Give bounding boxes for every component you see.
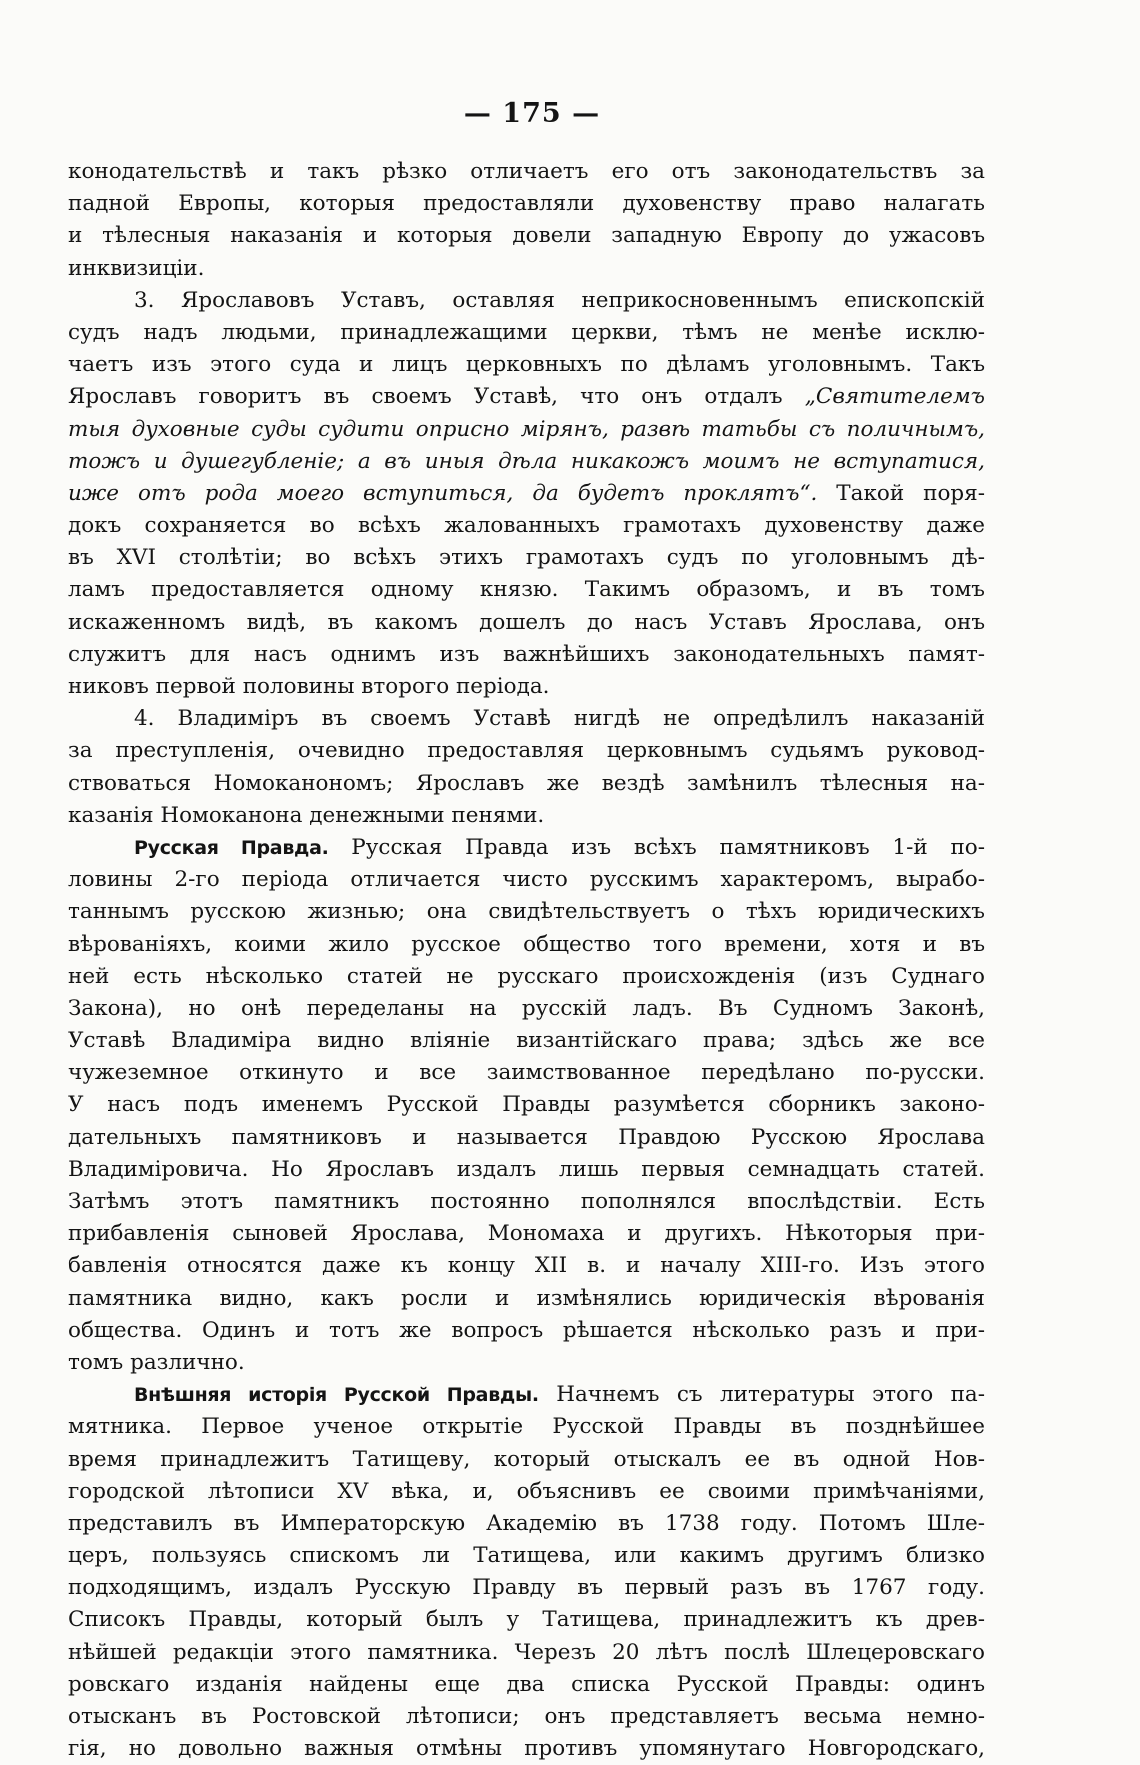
line-text: никовъ первой половины второго періода.	[68, 674, 550, 699]
text-line	[68, 1411, 985, 1443]
text-line	[68, 574, 985, 606]
text-line	[68, 1444, 985, 1476]
section-heading: Русская Правда.	[134, 836, 329, 859]
text-line	[68, 1733, 985, 1765]
line-text: ловины 2-го періода отличается чисто русскимъ характеромъ, вырабо-	[68, 867, 985, 893]
text-line	[68, 253, 985, 285]
line-text: служитъ для насъ однимъ изъ важнѣйшихъ законодательныхъ памят-	[68, 641, 985, 667]
line-text: прибавленія сыновей Ярослава, Мономаха и другихъ. Нѣкоторыя при-	[68, 1221, 985, 1247]
text-line	[68, 1122, 985, 1154]
line-text: ней есть нѣсколько статей не русскаго происхожденія (изъ Суднаго	[68, 963, 985, 989]
line-text: время принадлежитъ Татищеву, который отыскалъ ее въ одной Нов-	[68, 1446, 985, 1472]
text-line	[68, 1540, 985, 1572]
text-line	[68, 478, 985, 510]
text-line	[68, 864, 985, 896]
line-text: отысканъ въ Ростовской лѣтописи; онъ представляетъ весьма немно-	[68, 1704, 985, 1729]
text-line	[68, 188, 985, 220]
line-text: Уставѣ Владиміра видно вліяніе византійскаго права; здѣсь же все	[68, 1028, 985, 1054]
line-text: Затѣмъ этотъ памятникъ постоянно пополнялся впослѣдствіи. Есть	[68, 1189, 985, 1214]
quoted-text: иже отъ рода моего вступиться, да будетъ проклятъ“.	[68, 480, 818, 506]
line-text: подходящимъ, издалъ Русскую Правду въ первый разъ въ 1767 году.	[68, 1575, 985, 1601]
line-text: общества. Одинъ и тотъ же вопросъ рѣшается нѣсколько разъ и при-	[68, 1317, 985, 1343]
text-line	[68, 735, 985, 767]
line-text: бавленія относятся даже къ концу XII в. и началу XIII-го. Изъ этого	[68, 1253, 985, 1279]
text-line	[68, 929, 985, 961]
line-text: дательныхъ памятниковъ и называется Правдою Русскою Ярослава	[68, 1124, 985, 1150]
line-text: Русская Правда изъ всѣхъ памятниковъ 1-й по-	[328, 834, 985, 860]
line-text: за преступленія, очевидно предоставляя церковнымъ судьямъ руковод-	[68, 738, 985, 764]
text-line	[68, 317, 985, 349]
text-line	[68, 446, 985, 478]
text-line	[68, 993, 985, 1025]
line-text: въ XVI столѣтіи; во всѣхъ этихъ грамотахъ судъ по уголовнымъ дѣ-	[68, 545, 985, 571]
text-line	[68, 1701, 985, 1733]
quoted-text: тыя духовные суды судити оприсно мірянъ, развѣ татьбы съ поличнымъ,	[68, 416, 985, 442]
text-line	[68, 768, 985, 800]
line-text: памятника видно, какъ росли и измѣнялись юридическія вѣрованія	[68, 1285, 985, 1311]
text-line	[68, 1379, 985, 1411]
line-text: Ярославъ говоритъ въ своемъ Уставѣ, что онъ отдалъ	[68, 384, 805, 410]
text-line	[68, 1250, 985, 1282]
text-line	[68, 800, 985, 832]
text-line	[68, 220, 985, 252]
line-text: У насъ подъ именемъ Русской Правды разумѣется сборникъ законо-	[68, 1092, 985, 1118]
text-line	[68, 703, 985, 735]
text-line	[68, 607, 985, 639]
text-line	[68, 1347, 985, 1379]
line-text: чужеземное откинуто и все заимствованное передѣлано по-русски.	[68, 1060, 985, 1086]
text-line	[68, 1283, 985, 1315]
line-text: мятника. Первое ученое открытіе Русской Правды въ позднѣйшее	[68, 1414, 985, 1440]
line-text: городской лѣтописи XV вѣка, и, объяснивъ ее своими примѣчаніями,	[68, 1478, 985, 1504]
text-line	[68, 1508, 985, 1540]
line-text: церъ, пользуясь спискомъ ли Татищева, или какимъ другимъ близко	[68, 1543, 985, 1569]
line-text: Владиміровича. Но Ярославъ издалъ лишь первыя семнадцать статей.	[68, 1156, 985, 1182]
line-text: 4. Владиміръ въ своемъ Уставѣ нигдѣ не опредѣлилъ наказаній	[134, 706, 985, 732]
line-text: ствоваться Номоканономъ; Ярославъ же вездѣ замѣнилъ тѣлесныя на-	[68, 770, 985, 796]
text-line	[68, 1057, 985, 1089]
text-line	[68, 1637, 985, 1669]
text-line	[68, 961, 985, 993]
page-number: — 175 —	[463, 98, 601, 129]
text-line	[68, 156, 985, 188]
body-text	[68, 156, 985, 1765]
line-text: судъ надъ людьми, принадлежащими церкви, тѣмъ не менѣе исклю-	[68, 319, 985, 345]
line-text: гія, но довольно важныя отмѣны противъ упомянутаго Новгородскаго,	[68, 1736, 985, 1762]
text-line	[68, 285, 985, 317]
text-line	[68, 381, 985, 413]
text-line	[68, 832, 985, 864]
text-line	[68, 1089, 985, 1121]
quoted-text: „Святителемъ	[804, 384, 985, 410]
line-text: искаженномъ видѣ, въ какомъ дошелъ до насъ Уставъ Ярослава, онъ	[68, 609, 985, 635]
line-text: Закона), но онѣ переделаны на русскій ладъ. Въ Судномъ Законѣ,	[68, 995, 985, 1021]
line-text: ровскаго изданія найдены еще два списка Русской Правды: одинъ	[68, 1671, 985, 1697]
text-line	[68, 510, 985, 542]
text-line	[68, 1025, 985, 1057]
line-text: вѣрованіяхъ, коими жило русское общество того времени, хотя и въ	[68, 931, 985, 957]
text-line	[68, 349, 985, 381]
text-line	[68, 639, 985, 671]
line-text: инквизиціи.	[68, 255, 205, 281]
section-heading: Внѣшняя исторія Русской Правды.	[134, 1384, 539, 1407]
text-line	[68, 542, 985, 574]
text-line	[68, 896, 985, 928]
line-text: чаетъ изъ этого суда и лицъ церковныхъ по дѣламъ уголовнымъ. Такъ	[68, 352, 985, 378]
text-line	[68, 1476, 985, 1508]
line-text: казанія Номоканона денежными пенями.	[68, 802, 545, 828]
text-line	[68, 414, 985, 446]
quoted-text: тожъ и душегубленіе; а въ иныя дѣла никакожъ моимъ не вступатися,	[68, 448, 985, 474]
line-text: докъ сохраняется во всѣхъ жалованныхъ грамотахъ духовенству даже	[68, 513, 985, 539]
line-text: 3. Ярославовъ Уставъ, оставляя неприкосновеннымъ епископскій	[134, 287, 985, 313]
text-line	[68, 1669, 985, 1701]
text-line	[68, 1218, 985, 1250]
line-text: Такой поря-	[817, 480, 985, 506]
line-text: нѣйшей редакціи этого памятника. Черезъ 20 лѣтъ послѣ Шлецеровскаго	[68, 1639, 985, 1665]
line-text: Списокъ Правды, который былъ у Татищева, принадлежитъ къ древ-	[68, 1607, 985, 1633]
text-line	[68, 1315, 985, 1347]
line-text: томъ различно.	[68, 1349, 245, 1375]
text-line	[68, 671, 985, 703]
text-line	[68, 1572, 985, 1604]
text-line	[68, 1154, 985, 1186]
line-text: ламъ предоставляется одному князю. Такимъ образомъ, и въ томъ	[68, 577, 985, 603]
line-text: и тѣлесныя наказанія и которыя довели западную Европу до ужасовъ	[68, 223, 985, 249]
text-line	[68, 1186, 985, 1218]
line-text: представилъ въ Императорскую Академію въ 1738 году. Потомъ Шле-	[68, 1510, 985, 1536]
text-line	[68, 1604, 985, 1636]
line-text: Начнемъ съ литературы этого па-	[538, 1382, 985, 1408]
line-text: конодательствѣ и такъ рѣзко отличаетъ его отъ законодательствъ за	[68, 159, 985, 184]
line-text: падной Европы, которыя предоставляли духовенству право налагать	[68, 191, 985, 217]
line-text: таннымъ русскою жизнью; она свидѣтельствуетъ о тѣхъ юридическихъ	[68, 899, 985, 925]
